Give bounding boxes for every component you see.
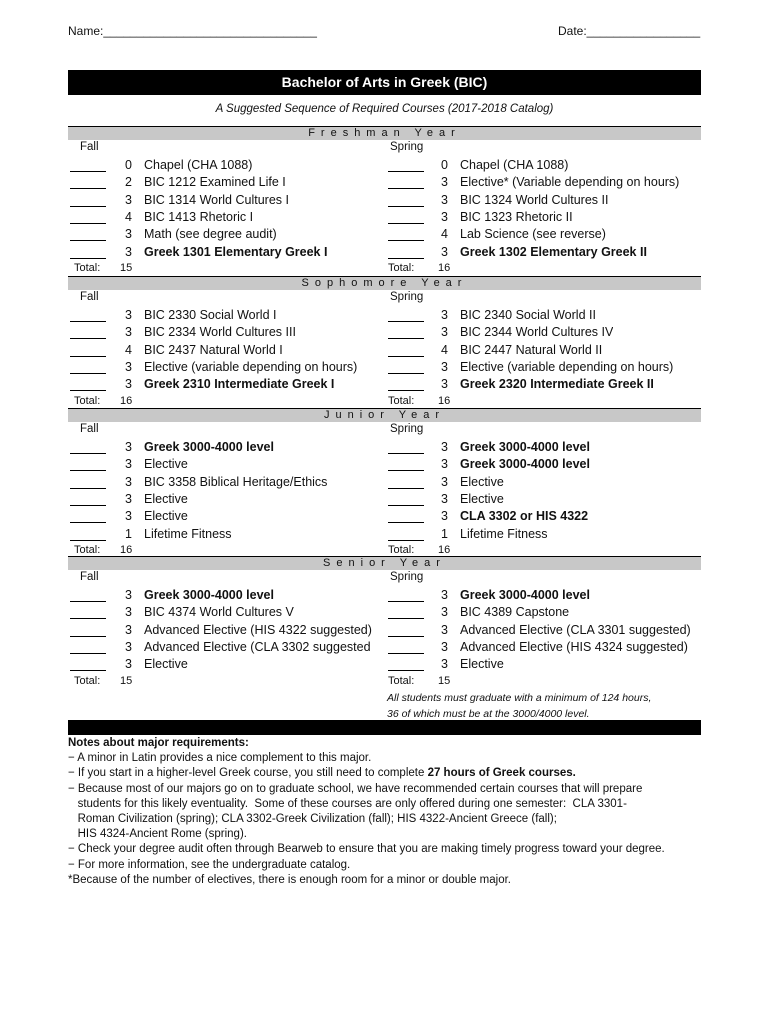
course-name: Advanced Elective (HIS 4322 suggested) <box>144 622 372 637</box>
course-name: Greek 2310 Intermediate Greek I <box>144 377 335 392</box>
course-credits: 3 <box>125 227 132 242</box>
completion-blank[interactable] <box>388 458 424 471</box>
course-credits: 3 <box>125 639 132 654</box>
completion-blank[interactable] <box>388 493 424 506</box>
completion-blank[interactable] <box>388 211 424 224</box>
completion-blank[interactable] <box>388 326 424 339</box>
completion-blank[interactable] <box>388 624 424 637</box>
course-credits: 4 <box>125 209 132 224</box>
course-credits: 3 <box>441 509 448 524</box>
completion-blank[interactable] <box>70 326 106 339</box>
course-credits: 3 <box>441 308 448 322</box>
course-credits: 4 <box>441 227 448 242</box>
course-name: Greek 3000-4000 level <box>460 457 590 472</box>
course-credits: 3 <box>125 308 132 322</box>
course-name: Math (see degree audit) <box>144 227 277 242</box>
course-name: BIC 2437 Natural World I <box>144 342 283 357</box>
fall-total-credits: 16 <box>120 543 133 556</box>
fall-total-label: Total: <box>74 261 101 274</box>
spring-total-credits: 16 <box>438 394 451 407</box>
spring-total-credits: 15 <box>438 674 451 687</box>
completion-blank[interactable] <box>70 344 106 357</box>
course-name: BIC 4374 World Cultures V <box>144 605 294 620</box>
completion-blank[interactable] <box>388 176 424 189</box>
course-name: Advanced Elective (CLA 3301 suggested) <box>460 622 691 637</box>
course-name: Advanced Elective (HIS 4324 suggested) <box>460 639 688 654</box>
completion-blank[interactable] <box>388 361 424 374</box>
fall-semester-label: Fall <box>80 423 99 435</box>
course-credits: 3 <box>125 440 132 454</box>
fall-semester-label: Fall <box>80 141 99 153</box>
fall-total-label: Total: <box>74 394 101 407</box>
completion-blank[interactable] <box>388 658 424 671</box>
completion-blank[interactable] <box>70 641 106 654</box>
year-header: Freshman Year <box>68 126 701 140</box>
bottom-bar <box>68 720 701 735</box>
course-credits: 3 <box>441 605 448 620</box>
course-credits: 3 <box>125 509 132 524</box>
course-credits: 3 <box>441 209 448 224</box>
course-name: Lab Science (see reverse) <box>460 227 606 242</box>
course-name: Elective <box>144 509 188 524</box>
course-credits: 3 <box>441 474 448 489</box>
spring-total-label: Total: <box>388 674 415 687</box>
course-name: Elective* (Variable depending on hours) <box>460 175 680 190</box>
completion-blank[interactable] <box>70 458 106 471</box>
course-credits: 3 <box>441 457 448 472</box>
course-credits: 3 <box>125 359 132 374</box>
completion-blank[interactable] <box>388 528 424 541</box>
completion-blank[interactable] <box>388 309 424 322</box>
page-title: Bachelor of Arts in Greek (BIC) <box>68 70 701 95</box>
completion-blank[interactable] <box>70 159 106 172</box>
course-name: CLA 3302 or HIS 4322 <box>460 509 589 524</box>
completion-blank[interactable] <box>388 159 424 172</box>
completion-blank[interactable] <box>388 589 424 602</box>
fall-total-label: Total: <box>74 674 101 687</box>
course-name: Greek 2320 Intermediate Greek II <box>460 377 654 392</box>
course-name: Greek 1301 Elementary Greek I <box>144 244 328 259</box>
course-credits: 4 <box>441 342 448 357</box>
note-line: − For more information, see the undergraduate catalog. <box>68 858 351 871</box>
course-name: Elective <box>460 474 504 489</box>
completion-blank[interactable] <box>70 493 106 506</box>
course-credits: 3 <box>441 377 448 392</box>
fall-semester-label: Fall <box>80 571 99 583</box>
course-credits: 3 <box>125 491 132 506</box>
course-credits: 3 <box>441 588 448 602</box>
year-header: Sophomore Year <box>68 276 701 290</box>
completion-blank[interactable] <box>388 378 424 391</box>
course-name: Lifetime Fitness <box>144 526 232 541</box>
year-header: Senior Year <box>68 556 701 570</box>
course-name: Chapel (CHA 1088) <box>144 158 253 172</box>
date-field-label: Date:_________________ <box>558 24 701 38</box>
spring-total-credits: 16 <box>438 261 451 274</box>
course-credits: 3 <box>125 457 132 472</box>
completion-blank[interactable] <box>388 441 424 454</box>
completion-blank[interactable] <box>388 606 424 619</box>
course-credits: 1 <box>441 526 448 541</box>
fall-total-label: Total: <box>74 543 101 556</box>
course-credits: 3 <box>441 639 448 654</box>
course-name: BIC 1323 Rhetoric II <box>460 209 573 224</box>
course-credits: 3 <box>125 244 132 259</box>
year-header: Junior Year <box>68 408 701 422</box>
footnote-line: 36 of which must be at the 3000/4000 level. <box>387 708 590 720</box>
note-line: − Because most of our majors go on to graduate school, we have recommended certain courses that will prepare <box>68 782 643 795</box>
completion-blank[interactable] <box>70 606 106 619</box>
course-name: BIC 3358 Biblical Heritage/Ethics <box>144 474 328 489</box>
course-credits: 3 <box>125 192 132 207</box>
course-credits: 0 <box>441 158 448 172</box>
spring-semester-label: Spring <box>390 571 424 583</box>
fall-semester-label: Fall <box>80 291 99 303</box>
course-credits: 3 <box>125 657 132 672</box>
completion-blank[interactable] <box>388 641 424 654</box>
course-name: Lifetime Fitness <box>460 526 548 541</box>
course-name: BIC 2330 Social World I <box>144 308 277 322</box>
completion-blank[interactable] <box>70 624 106 637</box>
completion-blank[interactable] <box>388 510 424 523</box>
course-credits: 1 <box>125 526 132 541</box>
completion-blank[interactable] <box>70 176 106 189</box>
course-credits: 3 <box>441 359 448 374</box>
note-line: − If you start in a higher-level Greek course, you still need to complete 27 hours of Greek courses. <box>68 767 576 780</box>
completion-blank[interactable] <box>388 194 424 207</box>
course-credits: 3 <box>441 192 448 207</box>
completion-blank[interactable] <box>388 344 424 357</box>
fall-total-credits: 15 <box>120 261 133 274</box>
spring-total-credits: 16 <box>438 543 451 556</box>
course-name: Greek 3000-4000 level <box>144 588 274 602</box>
completion-blank[interactable] <box>70 361 106 374</box>
course-name: Elective <box>460 491 504 506</box>
notes-title: Notes about major requirements: <box>68 737 249 749</box>
course-name: BIC 2344 World Cultures IV <box>460 325 614 340</box>
spring-semester-label: Spring <box>390 423 424 435</box>
course-name: BIC 1324 World Cultures II <box>460 192 609 207</box>
spring-semester-label: Spring <box>390 291 424 303</box>
course-name: BIC 4389 Capstone <box>460 605 570 620</box>
course-credits: 3 <box>125 325 132 340</box>
course-name: Elective <box>460 657 504 672</box>
course-credits: 3 <box>125 377 132 392</box>
graduation-footnote <box>387 690 651 722</box>
note-line: students for this likely eventuality. Some of these courses are only offered during one semester: CLA 3301- <box>68 797 627 810</box>
course-name: Elective <box>144 457 188 472</box>
completion-blank[interactable] <box>70 589 106 602</box>
course-name: BIC 2340 Social World II <box>460 308 596 322</box>
course-credits: 3 <box>441 622 448 637</box>
fall-total-credits: 16 <box>120 394 133 407</box>
course-name: Elective (variable depending on hours) <box>144 359 358 374</box>
course-name: Advanced Elective (CLA 3302 suggested <box>144 639 371 654</box>
course-name: Greek 3000-4000 level <box>144 440 274 454</box>
course-name: Elective (variable depending on hours) <box>460 359 674 374</box>
completion-blank[interactable] <box>70 211 106 224</box>
course-name: Greek 1302 Elementary Greek II <box>460 244 647 259</box>
course-name: Chapel (CHA 1088) <box>460 158 569 172</box>
completion-blank[interactable] <box>70 476 106 489</box>
note-line: *Because of the number of electives, there is enough room for a minor or double major. <box>68 873 511 886</box>
completion-blank[interactable] <box>70 378 106 391</box>
course-name: BIC 1212 Examined Life I <box>144 175 286 190</box>
course-credits: 3 <box>441 657 448 672</box>
course-credits: 3 <box>441 244 448 259</box>
course-credits: 3 <box>125 622 132 637</box>
completion-blank[interactable] <box>70 194 106 207</box>
page-subtitle: A Suggested Sequence of Required Courses (2017-2018 Catalog) <box>215 103 554 115</box>
footnote-line: All students must graduate with a minimum of 124 hours, <box>387 692 652 704</box>
completion-blank[interactable] <box>70 528 106 541</box>
course-credits: 3 <box>125 588 132 602</box>
completion-blank[interactable] <box>388 246 424 259</box>
note-line: HIS 4324-Ancient Rome (spring). <box>68 828 247 841</box>
note-line: Roman Civilization (spring); CLA 3302-Greek Civilization (fall); HIS 4322-Ancient Greece (fall); <box>68 813 557 826</box>
completion-blank[interactable] <box>70 510 106 523</box>
spring-total-label: Total: <box>388 543 415 556</box>
course-name: BIC 1413 Rhetoric I <box>144 209 254 224</box>
course-credits: 4 <box>125 342 132 357</box>
course-credits: 3 <box>441 175 448 190</box>
note-line: − Check your degree audit often through Bearweb to ensure that you are making timely progress toward your degree. <box>68 843 665 856</box>
notes-section <box>68 736 708 888</box>
course-credits: 2 <box>125 175 132 190</box>
course-credits: 3 <box>125 474 132 489</box>
completion-blank[interactable] <box>70 309 106 322</box>
course-name: Elective <box>144 657 188 672</box>
course-credits: 3 <box>125 605 132 620</box>
course-credits: 0 <box>125 158 132 172</box>
completion-blank[interactable] <box>388 228 424 241</box>
completion-blank[interactable] <box>70 246 106 259</box>
course-name: BIC 2447 Natural World II <box>460 342 603 357</box>
course-name: Greek 3000-4000 level <box>460 440 590 454</box>
spring-semester-label: Spring <box>390 141 424 153</box>
spring-total-label: Total: <box>388 394 415 407</box>
course-credits: 3 <box>441 491 448 506</box>
completion-blank[interactable] <box>70 228 106 241</box>
greek-hours-emphasis: 27 hours of Greek courses. <box>427 767 576 780</box>
course-name: Elective <box>144 491 188 506</box>
course-name: Greek 3000-4000 level <box>460 588 590 602</box>
spring-total-label: Total: <box>388 261 415 274</box>
course-credits: 3 <box>441 325 448 340</box>
completion-blank[interactable] <box>70 441 106 454</box>
completion-blank[interactable] <box>70 658 106 671</box>
course-credits: 3 <box>441 440 448 454</box>
note-line: − A minor in Latin provides a nice complement to this major. <box>68 752 372 765</box>
fall-total-credits: 15 <box>120 674 133 687</box>
course-name: BIC 1314 World Cultures I <box>144 192 289 207</box>
completion-blank[interactable] <box>388 476 424 489</box>
name-field-label: Name:________________________________ <box>68 24 317 38</box>
course-name: BIC 2334 World Cultures III <box>144 325 296 340</box>
